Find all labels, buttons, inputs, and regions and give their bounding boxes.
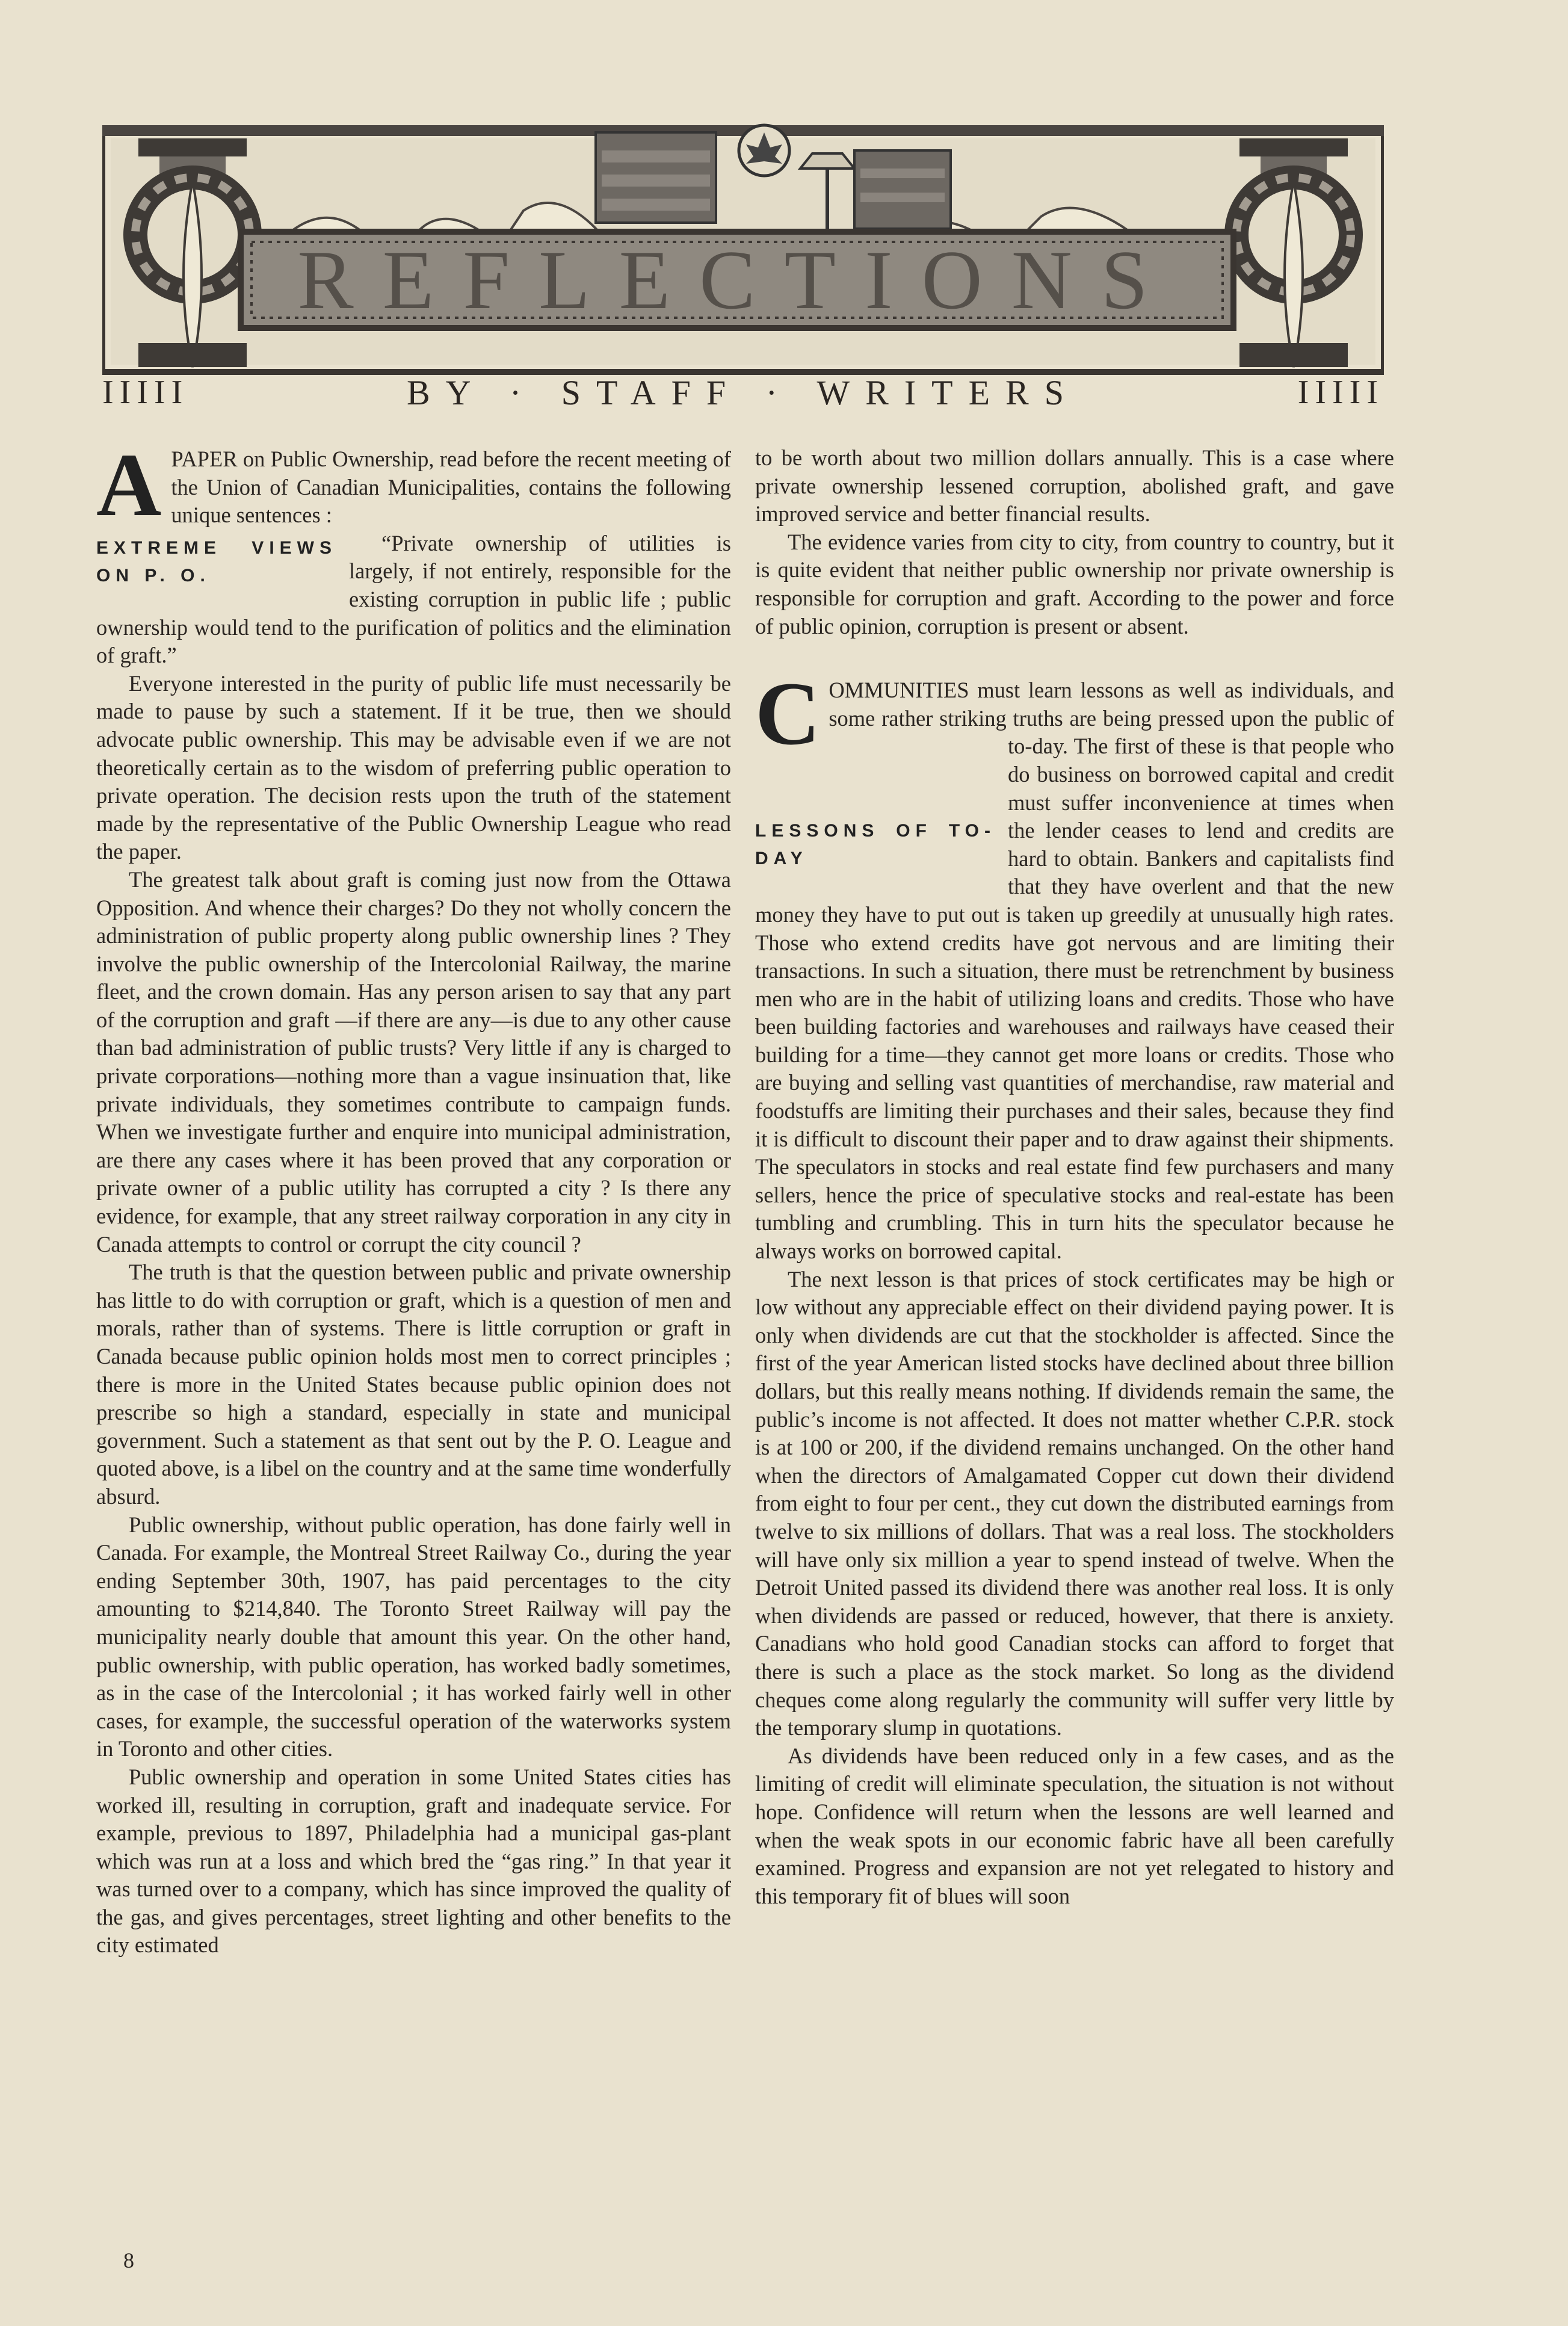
section-divider [755,640,1394,676]
article1-quote [96,530,731,670]
article1-p1-text: PAPER on Public Ownership, read before the recent meeting of the Union of Canadian Municipalities, contains the following unique sentences : [171,447,731,528]
section-title: REFLECTIONS [297,233,1177,327]
article1-paragraph: Public ownership, without public operation, has done fairly well in Canada. For example, the Montreal Street Railway Co., during the year ending September 30th, 1907, has paid percentages to the city amounting to $214,840. The Toronto Street Railway will pay the municipality nearly double that amount this year. On the other hand, public ownership, with public operation, has worked badly sometimes, as in the case of the Intercolonial ; it has worked fairly well in other cases, for example, the successful operation of the waterworks system in Toronto and other cities. [96,1512,731,1762]
quote-text: “Private ownership of utilities is largely, if not entirely, responsible for the existing corruption in public life ; public ownership would tend to the purification of politics and the elimination of graft.” [96,530,731,668]
article2-dropcap: C [755,664,821,764]
article1-paragraph: The truth is that the question between public and private ownership has little to do with corruption or graft, which is a question of men and morals, rather than of systems. There is little corruption or graft in Canada because public opinion holds most men to correct principles ; there is more in the United States because public opinion does not prescribe so high a standard, especially in state and municipal government. Such a statement as that sent out by the P. O. League and quoted above, is a libel on the country and at the same time wonderfully absurd. [96,1260,731,1509]
article2-p1-text: OMMUNITIES must learn lessons as well as individuals, and some rather striking truths are being pressed upon the public of to-day. The first of these is that people who do business on borrowed capital and credit must suffer inconvenience at times when the lender ceases to lend and credits are hard to obtain. Bankers and capitalists find that they have overlent and that the new money they have to put out is taken up greedily at unusually high rates. Those who extend credits have got nervous and are limiting their transactions. In such a situation, there must be retrenchment by business men who are in the habit of utilizing loans and credits. Those who have been building factories and warehouses and railways have ceased their building for a time—they cannot get more loans or credits. Those who are buying and selling vast quantities of merchandise, raw material and foodstuffs are limiting their purchases and their sales, because they find it is difficult to discount their paper and to draw against their shipments. The speculators in stocks and real estate find few purchasers and many sellers, hence the price of speculative stocks and real-estate has been tumbling and crumbling. This in turn hits the speculator because he always works on borrowed capital. [755,678,1394,1264]
right-column [755,444,1394,1910]
article2-paragraph: As dividends have been reduced only in a few cases, and as the limiting of credit will eliminate speculation, the situation is not without hope. Confidence will return when the lessons are well learned and when the weak spots in our economic fabric have all been carefully examined. Progress and expansion are not yet relegated to history and this temporary fit of blues will soon [755,1743,1394,1908]
sidehead-lessons: LESSONS OF TO-DAY [755,821,996,869]
sidehead-extreme-views: EXTREME VIEWS ON P. O. [96,537,337,586]
article1-paragraph: The evidence varies from city to city, from country to country, but it is quite evident that neither public ownership nor private ownership is responsible for corruption and graft. According to the power and force of public opinion, corruption is present or absent. [755,529,1394,639]
article1-paragraph: Public ownership and operation in some United States cities has worked ill, resulting in corruption, graft and inadequate service. For example, previous to 1897, Philadelphia had a municipal gas-plant which was run at a loss and which bred the “gas ring.” In that year it was turned over to a company, which has since improved the quality of the gas, and gives percentages, street lighting and other benefits to the city estimated [96,1764,731,1958]
article1-paragraph: Everyone interested in the purity of public life must necessarily be made to pause by such a statement. If it be true, then we should advocate public ownership. This may be advisable even if we are not theoretically certain as to the wisdom of preferring public operation to private operation. The decision rests upon the truth of the statement made by the representative of the Public Ownership League who read the paper. [96,670,731,864]
page-number: 8 [123,2248,134,2272]
byline [102,374,1384,410]
article1-dropcap: A [96,435,162,535]
byline-ornament-right: IIIII [1297,374,1384,411]
article1-continued: to be worth about two million dollars annually. This is a case where private ownership lessened corruption, abolished graft, and gave improved service and better financial results. [755,445,1394,527]
article2-paragraph: The next lesson is that prices of stock certificates may be high or low without any appreciable effect on their dividend paying power. It is only when dividends are cut that the stockholder is affected. Since the first of the year American listed stocks have declined about three billion dollars, but this really means nothing. If dividends remain the same, the public’s income is not affected. It does not matter whether C.P.R. stock is at 100 or 200, if the dividend remains unchanged. On the other hand when the directors of Amalgamated Copper cut down their dividend from eight to four per cent., they cut down the distributed earnings from twelve to six millions of dollars. That was a real loss. The stockholders will have only six million a year to spend instead of twelve. When the Detroit United passed its dividend there was another real loss. It is only when dividends are passed or reduced, however, that there is anxiety. Canadians who hold good Canadian stocks can afford to forget that there is such a place as the stock market. So long as the dividend cheques come along regularly the community will suffer very little by the temporary slump in quotations. [755,1266,1394,1740]
byline-ornament-left: IIIII [102,374,189,411]
article2-first-paragraph [755,664,1394,1265]
article1-first-paragraph [96,435,731,535]
article1-paragraph: The greatest talk about graft is coming just now from the Ottawa Opposition. And whence their charges? Do they not wholly concern the administration of public property along public ownership lines ? They involve the public ownership of the Intercolonial Railway, the marine fleet, and the crown domain. Has any person arisen to say that any part of the corruption and graft —if there are any—is due to any other cause than bad administration of public trusts? Very little if any is charged to private corporations—nothing more than a vague insinuation that, like private individuals, they sometimes contribute to campaign funds. When we investigate further and enquire into municipal administration, are there any cases where it has been proved that any corporation or private owner of a public utility has corrupted a city ? Is there any evidence, for example, that any street railway corporation in any city in Canada attempts to control or corrupt the city council ? [96,867,731,1257]
reflections-banner [102,114,1384,391]
byline-text: BY · STAFF · WRITERS [407,373,1079,412]
left-column [96,435,731,1959]
